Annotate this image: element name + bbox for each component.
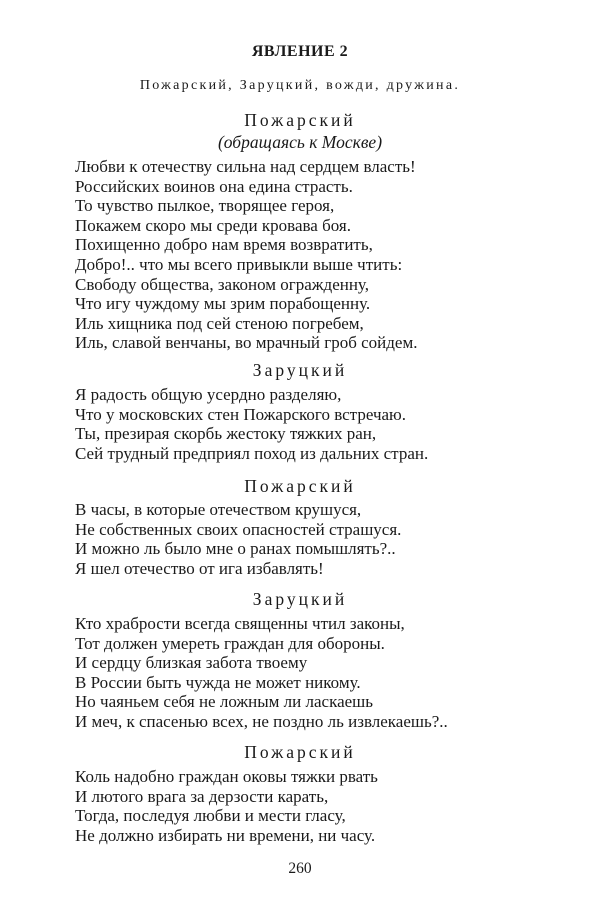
verse-line: И можно ль было мне о ранах помышлять?.. (75, 539, 396, 559)
verse-line: Сей трудный предприял поход из дальних стран. (75, 443, 429, 463)
verse-line: Что у московских стен Пожарского встречаю. (75, 404, 406, 424)
speech-lines (75, 157, 595, 353)
verse-line: Иль хищника под сей стеною погребем, (75, 313, 364, 333)
verse-line: Тогда, последуя любви и мести гласу, (75, 806, 346, 826)
verse-line: И лютого врага за дерзости карать, (75, 786, 329, 806)
speech-lines (75, 500, 595, 578)
speech-lines (75, 614, 595, 732)
verse-line: Тот должен умереть граждан для обороны. (75, 633, 385, 653)
cast-list: Пожарский, Заруцкий, вожди, дружина. (139, 78, 461, 93)
stage-direction: (обращаясь к Москве) (217, 132, 383, 152)
speech-lines (75, 767, 595, 845)
speaker-name: Пожарский (244, 476, 356, 496)
verse-line: Я шел отечество от ига избавлять! (75, 558, 324, 578)
verse-line: Иль, славой венчаны, во мрачный гроб сойдем. (75, 333, 418, 353)
verse-line: Свободу общества, законом огражденну, (75, 274, 369, 294)
verse-line: Ты, презирая скорбь жестоку тяжких ран, (75, 424, 377, 444)
verse-line: И сердцу близкая забота твоему (75, 653, 308, 673)
verse-line: Что игу чуждому мы зрим порабощенну. (75, 294, 371, 314)
verse-line: Кто храбрости всегда священны чтил законы, (75, 614, 405, 633)
verse-line: Но чаяньем себя не ложным ли ласкаешь (75, 692, 374, 712)
verse-line: Добро!.. что мы всего привыкли выше чтить: (75, 254, 403, 274)
speaker-name: Пожарский (244, 742, 356, 762)
verse-line: Любви к отечеству сильна над сердцем власть! (75, 157, 416, 176)
verse-line: Похищенно добро нам время возвратить, (75, 235, 373, 255)
speaker-name: Заруцкий (252, 360, 348, 380)
verse-line: В России быть чужда не может никому. (75, 672, 361, 692)
verse-line: Не собственных своих опасностей страшуся. (75, 519, 402, 539)
verse-line: Коль надобно граждан оковы тяжки рвать (75, 767, 378, 786)
speaker-name: Заруцкий (252, 589, 348, 609)
speech-lines (75, 385, 595, 463)
act-title: ЯВЛЕНИЕ 2 (251, 43, 349, 60)
verse-line: Не должно избирать ни времени, ни часу. (75, 825, 376, 845)
verse-line: То чувство пылкое, творящее героя, (75, 196, 335, 216)
speaker-name: Пожарский (244, 110, 356, 130)
verse-line: В часы, в которые отечеством крушуся, (75, 500, 362, 519)
verse-line: И меч, к спасенью всех, не поздно ль извлекаешь?.. (75, 711, 448, 731)
verse-line: Российских воинов она едина страсть. (75, 176, 353, 196)
verse-line: Покажем скоро мы среди кровава боя. (75, 215, 351, 235)
verse-line: Я радость общую усердно разделяю, (75, 385, 342, 404)
page-number: 260 (288, 860, 312, 877)
